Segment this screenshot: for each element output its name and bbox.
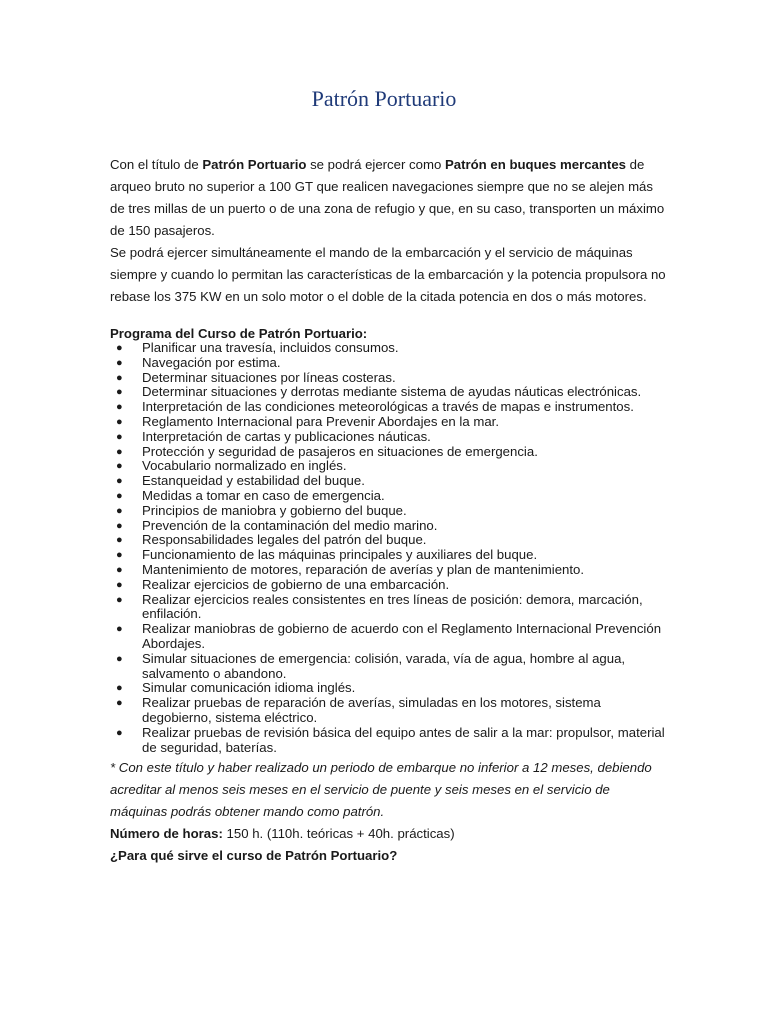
program-list-item	[110, 371, 670, 386]
bullet-icon: ●	[116, 386, 123, 399]
purpose-question: ¿Para qué sirve el curso de Patrón Portuario?	[110, 848, 398, 864]
program-list-item	[110, 563, 670, 578]
program-item-text: Simular situaciones de emergencia: colisión, varada, vía de agua, hombre al agua, salvamento o abandono.	[142, 650, 626, 681]
program-list-item	[110, 430, 670, 445]
program-item-text: Determinar situaciones y derrotas mediante sistema de ayudas náuticas electrónicas.	[142, 384, 642, 400]
program-list-item	[110, 504, 670, 519]
program-list-item	[110, 578, 670, 593]
program-item-text: Estanqueidad y estabilidad del buque.	[142, 473, 365, 489]
bullet-icon: ●	[116, 430, 123, 443]
bullet-icon: ●	[116, 475, 123, 488]
hours-value: 150 h. (110h. teóricas + 40h. prácticas)	[222, 826, 455, 842]
program-list-item	[110, 519, 670, 534]
program-list-item	[110, 593, 670, 623]
program-list-item	[110, 415, 670, 430]
program-item-text: Realizar maniobras de gobierno de acuerdo con el Reglamento Internacional Prevención Abordajes.	[142, 621, 662, 651]
program-list-item	[110, 696, 670, 726]
program-list-item	[110, 489, 670, 504]
intro-text-1: Con el título de	[110, 157, 203, 172]
document-body	[110, 154, 670, 867]
intro-bold-title: Patrón Portuario	[202, 157, 307, 172]
bullet-icon: ●	[116, 460, 123, 473]
program-list-item	[110, 341, 670, 356]
bullet-icon: ●	[116, 534, 123, 547]
program-item-text: Interpretación de las condiciones meteorológicas a través de mapas e instrumentos.	[142, 399, 634, 415]
program-item-text: Vocabulario normalizado en inglés.	[142, 458, 347, 474]
intro-text-2: se podrá ejercer como	[306, 157, 445, 172]
hours-label: Número de horas:	[110, 826, 223, 842]
program-list-item	[110, 622, 670, 652]
intro-bold-role: Patrón en buques mercantes	[444, 157, 626, 172]
bullet-icon: ●	[116, 356, 123, 369]
program-list-item	[110, 533, 670, 548]
bullet-icon: ●	[116, 401, 123, 414]
program-item-text: Simular comunicación idioma inglés.	[142, 680, 356, 696]
program-item-text: Medidas a tomar en caso de emergencia.	[142, 487, 385, 503]
program-list-item	[110, 726, 670, 756]
program-item-text: Prevención de la contaminación del medio marino.	[142, 517, 438, 533]
bullet-icon: ●	[116, 445, 123, 458]
program-item-text: Realizar pruebas de revisión básica del equipo antes de salir a la mar: propulsor, material de seguridad, baterías.	[142, 724, 665, 755]
bullet-icon: ●	[116, 563, 123, 576]
bullet-icon: ●	[116, 415, 123, 428]
program-list-item	[110, 474, 670, 489]
program-item-text: Responsabilidades legales del patrón del buque.	[142, 532, 427, 548]
program-list	[110, 341, 670, 755]
hours-line	[110, 823, 670, 845]
bullet-icon: ●	[116, 578, 123, 591]
bullet-icon: ●	[116, 697, 123, 710]
bullet-icon: ●	[116, 726, 123, 739]
program-item-text: Realizar pruebas de reparación de averías, simuladas en los motores, sistema degobierno, sistema eléctrico.	[142, 695, 601, 725]
program-item-text: Interpretación de cartas y publicaciones náuticas.	[142, 428, 431, 444]
program-list-item	[110, 385, 670, 400]
program-item-text: Funcionamiento de las máquinas principales y auxiliares del buque.	[142, 547, 538, 563]
program-item-text: Navegación por estima.	[142, 354, 281, 370]
bullet-icon: ●	[116, 682, 123, 695]
program-list-item	[110, 652, 670, 682]
machinery-paragraph: Se podrá ejercer simultáneamente el mando de la embarcación y el servicio de máquinas siempre y cuando lo permitan las características de la embarcación y la potencia propulsora no rebase los 375 KW en un solo motor o el doble de la citada potencia en dos o más motores.	[110, 245, 666, 304]
program-item-text: Planificar una travesía, incluidos consumos.	[142, 340, 399, 355]
program-list-item	[110, 400, 670, 415]
program-item-text: Realizar ejercicios de gobierno de una embarcación.	[142, 576, 450, 592]
program-list-item	[110, 356, 670, 371]
program-heading: Programa del Curso de Patrón Portuario:	[110, 326, 368, 341]
bullet-icon: ●	[116, 504, 123, 517]
bullet-icon: ●	[116, 489, 123, 502]
program-item-text: Principios de maniobra y gobierno del buque.	[142, 502, 407, 518]
bullet-icon: ●	[116, 549, 123, 562]
experience-note: * Con este título y haber realizado un periodo de embarque no inferior a 12 meses, debiendo acreditar al menos seis meses en el servicio de puente y seis meses en el servicio de máquinas podrás obtener mando como patrón.	[110, 760, 652, 820]
bullet-icon: ●	[116, 623, 123, 636]
bullet-icon: ●	[116, 342, 123, 354]
intro-paragraph	[110, 154, 670, 242]
bullet-icon: ●	[116, 371, 123, 384]
program-item-text: Protección y seguridad de pasajeros en situaciones de emergencia.	[142, 443, 538, 459]
bullet-icon: ●	[116, 593, 123, 606]
bullet-icon: ●	[116, 652, 123, 665]
program-list-item	[110, 459, 670, 474]
program-item-text: Mantenimiento de motores, reparación de averías y plan de mantenimiento.	[142, 561, 585, 577]
program-list-item	[110, 548, 670, 563]
program-item-text: Realizar ejercicios reales consistentes en tres líneas de posición: demora, marcación, enfilación.	[142, 591, 643, 622]
program-list-item	[110, 445, 670, 460]
bullet-icon: ●	[116, 519, 123, 532]
program-item-text: Determinar situaciones por líneas costeras.	[142, 369, 396, 385]
program-item-text: Reglamento Internacional para Prevenir Abordajes en la mar.	[142, 413, 500, 429]
intro-text-3: de arqueo bruto no superior a 100 GT que realicen navegaciones siempre que no se alejen más de tres millas de un puerto o de una zona de refugio y que, en su caso, transporten un máximo de 150 pasajeros.	[110, 157, 665, 238]
program-list-item	[110, 681, 670, 696]
page-title: Patrón Portuario	[311, 86, 457, 111]
